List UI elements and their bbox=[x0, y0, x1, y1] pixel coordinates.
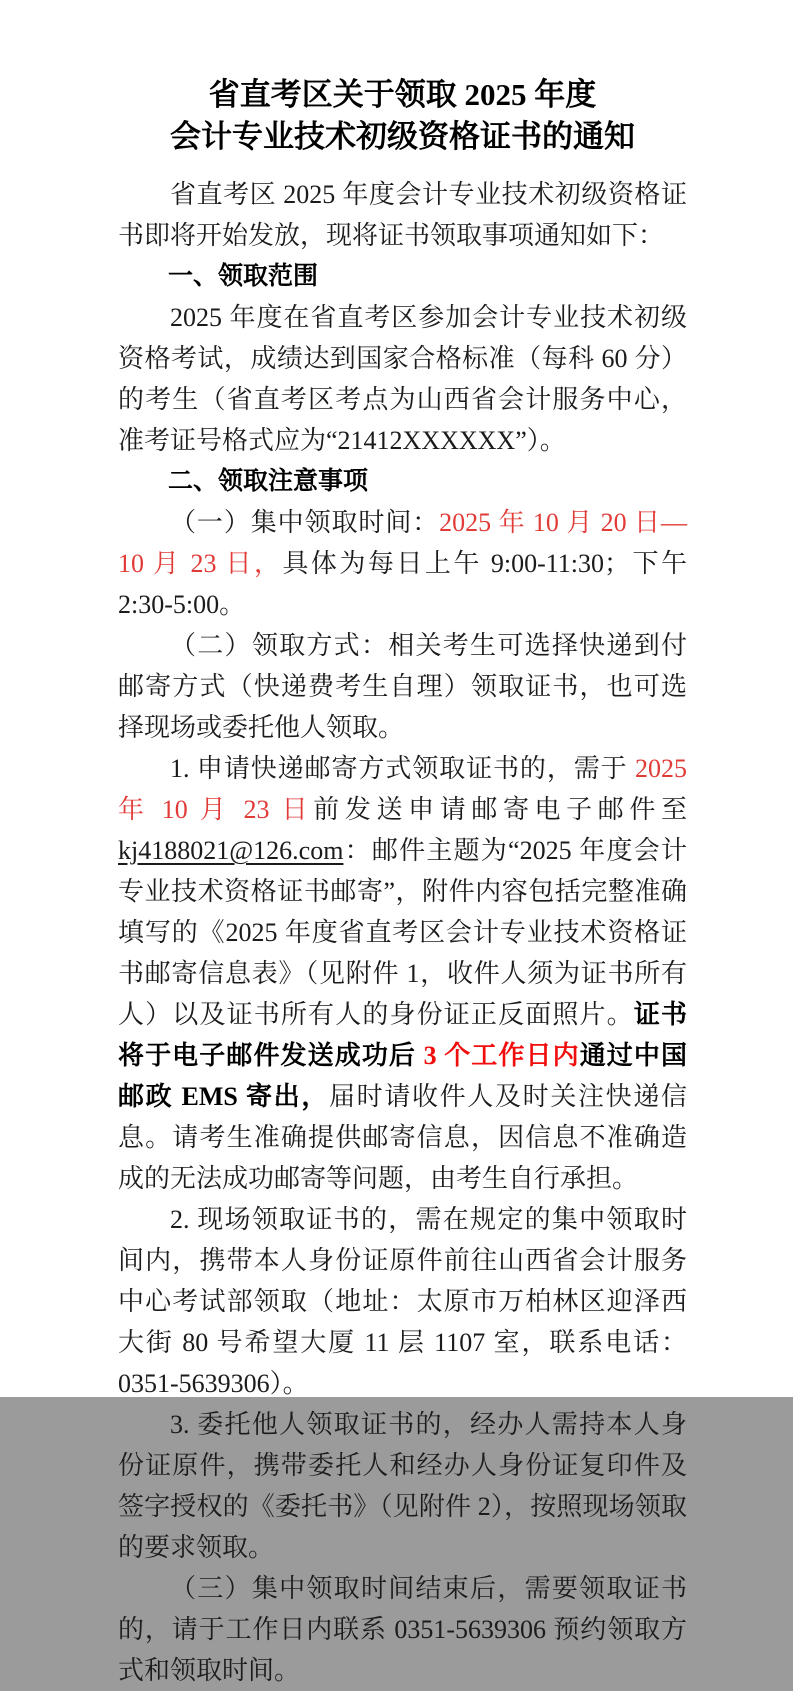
mail-application-paragraph bbox=[118, 748, 694, 1199]
collection-time-label: （一）集中领取时间： bbox=[170, 508, 440, 537]
onsite-collection-text: 2. 现场领取证书的，需在规定的集中领取时间内，携带本人身份证原件前往山西省会计服务中心考试部领取（地址：太原市万柏林区迎泽西大街 80 号希望大厦 11 层 1107 室，联系电话：0351-5639306）。 bbox=[118, 1205, 687, 1398]
intro-paragraph bbox=[118, 174, 687, 256]
collection-hours-text: 具体为每日上午 9:00-11:30；下午 2:30-5:00。 bbox=[118, 549, 694, 619]
mail-send-to-text: 前发送申请邮寄电子邮件至 bbox=[313, 795, 694, 824]
collection-time-paragraph bbox=[118, 502, 694, 625]
section-2-heading-text: 二、领取注意事项 bbox=[168, 467, 369, 495]
onsite-collection-paragraph bbox=[118, 1199, 687, 1404]
document-body bbox=[118, 174, 694, 1691]
collection-method-paragraph bbox=[118, 625, 687, 748]
mail-application-lead-text: 1. 申请快递邮寄方式领取证书的，需于 bbox=[170, 754, 635, 783]
email-address: kj4188021@126.com bbox=[118, 836, 344, 865]
section-1-heading-text: 一、领取范围 bbox=[168, 262, 319, 290]
proxy-collection-text: 3. 委托他人领取证书的，经办人需持本人身份证原件，携带委托人和经办人身份证复印件及签字授权的《委托书》（见附件 2），按照现场领取的要求领取。 bbox=[118, 1410, 687, 1562]
title-line-1: 省直考区关于领取 2025 年度 bbox=[208, 77, 597, 112]
ems-send-bold-text: 通过中国邮政 EMS 寄出， bbox=[118, 1041, 687, 1111]
intro-text: 省直考区 2025 年度会计专业技术初级资格证书即将开始发放，现将证书领取事项通知如下： bbox=[118, 180, 687, 250]
after-deadline-text: （三）集中领取时间结束后，需要领取证书的，请于工作日内联系 0351-5639306 预约领取方式和领取时间。 bbox=[118, 1574, 687, 1685]
mail-deadline-red-text: 2025 年 10 月 23 日 bbox=[118, 754, 694, 824]
section-1-heading bbox=[118, 256, 687, 297]
collection-method-text: （二）领取方式：相关考生可选择快递到付邮寄方式（快递费考生自理）领取证书，也可选择现场或委托他人领取。 bbox=[118, 631, 687, 742]
document-title bbox=[118, 74, 687, 158]
scope-text: 2025 年度在省直考区参加会计专业技术初级资格考试，成绩达到国家合格标准（每科 60 分）的考生（省直考区考点为山西省会计服务中心，准考证号格式应为“21412XXXXXX”）。 bbox=[118, 303, 687, 455]
title-line-2: 会计专业技术初级资格证书的通知 bbox=[170, 119, 635, 154]
working-days-red-text: 3 个工作日内 bbox=[423, 1041, 580, 1070]
proxy-collection-paragraph bbox=[118, 1404, 687, 1568]
mail-disclaimer-text: 届时请收件人及时关注快递信息。请考生准确提供邮寄信息，因信息不准确造成的无法成功邮寄等问题，由考生自行承担。 bbox=[118, 1082, 687, 1193]
mail-requirements-text: ：邮件主题为“2025 年度会计专业技术资格证书邮寄”，附件内容包括完整准确填写的《2025 年度省直考区会计专业技术资格证书邮寄信息表》（见附件 1，收件人须为证书所有人）以及证书所有人的身份证正反面照片。 bbox=[118, 836, 687, 1029]
ems-notice-bold-text: 证书将于电子邮件发送成功后 bbox=[118, 1000, 687, 1070]
scope-paragraph bbox=[118, 297, 687, 461]
after-deadline-paragraph bbox=[118, 1568, 687, 1691]
collection-period-red-text: 2025 年 10 月 20 日—10 月 23 日， bbox=[118, 508, 687, 578]
section-2-heading bbox=[118, 461, 687, 502]
